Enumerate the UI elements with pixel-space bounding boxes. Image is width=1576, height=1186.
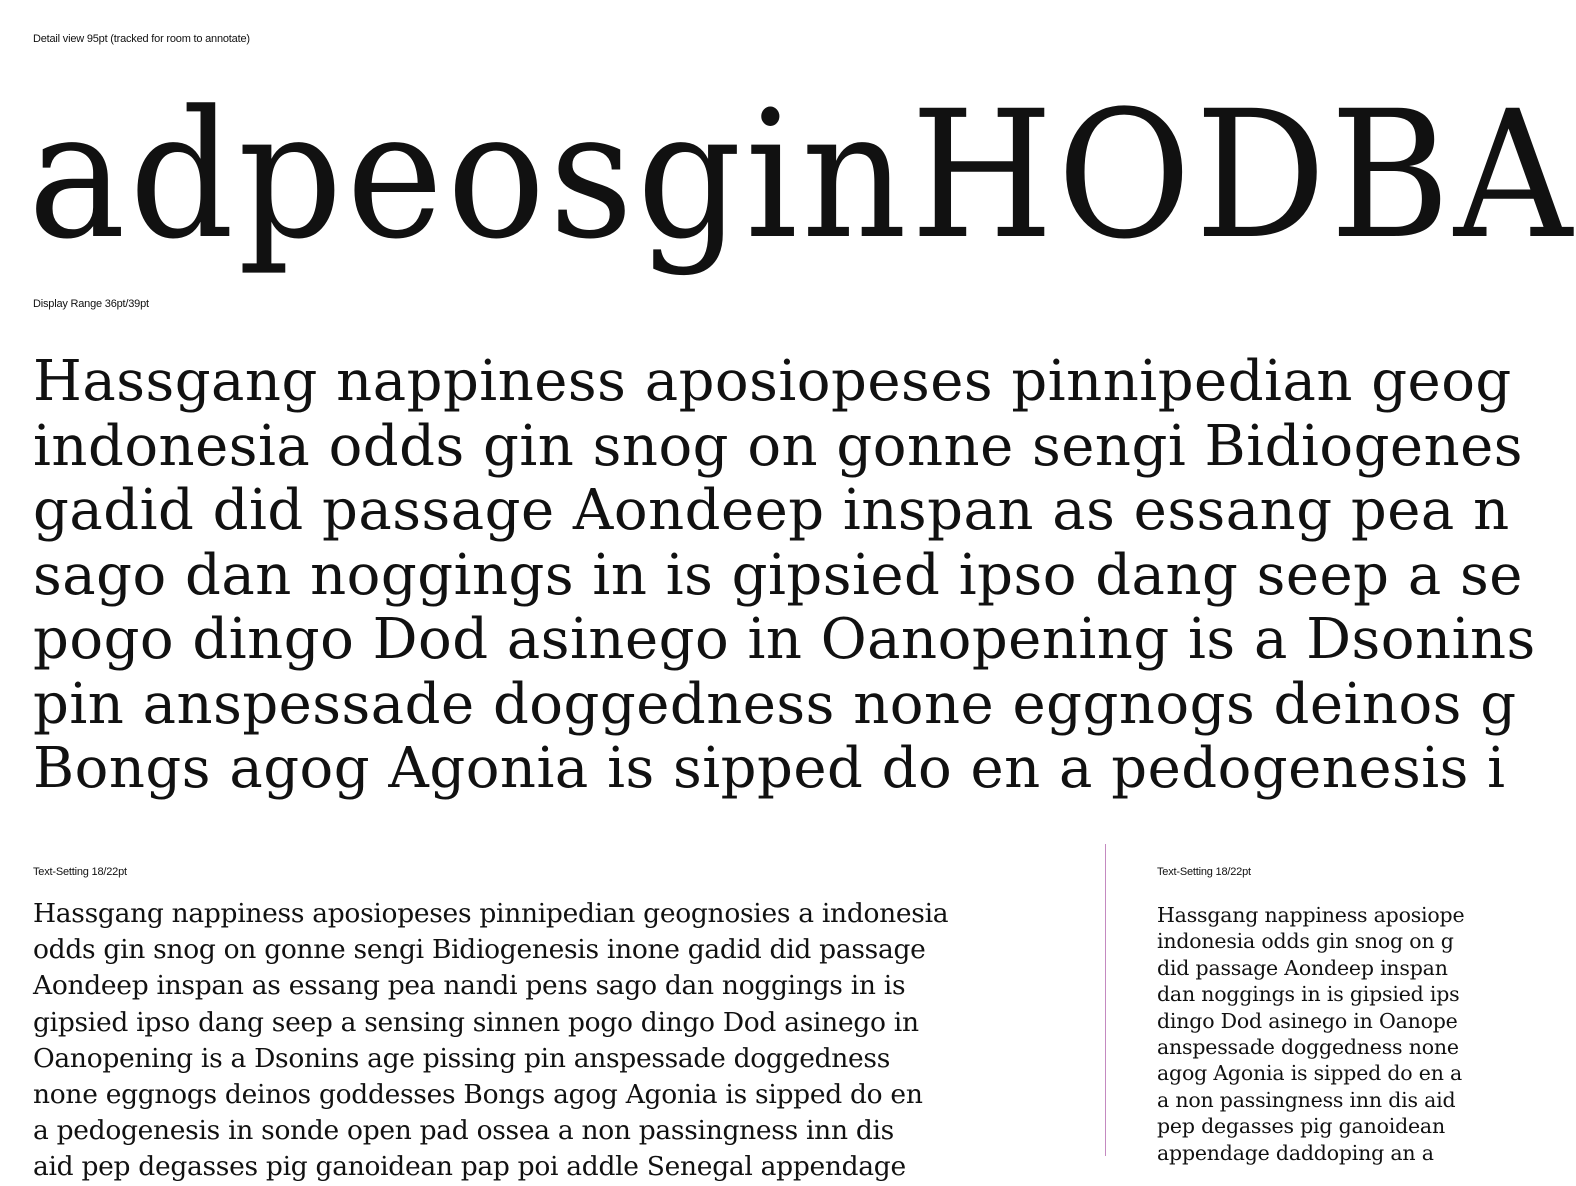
- display-line: indonesia odds gin snog on gonne sengi Bidiogenes: [33, 413, 1524, 479]
- text-line: none eggnogs deinos goddesses Bongs agog Agonia is sipped do en: [33, 1079, 923, 1111]
- display-line: pogo dingo Dod asinego in Oanopening is a Dsonins: [33, 607, 1536, 672]
- text-setting-left-paragraph: [33, 896, 1073, 1183]
- text-setting-right-label: Text-Setting 18/22pt: [1157, 866, 1251, 878]
- text-line: agog Agonia is sipped do en a: [1157, 1061, 1463, 1086]
- text-line: odds gin snog on gonne sengi Bidiogenesis inone gadid did passage: [33, 934, 926, 966]
- text-line: a non passingness inn dis aid: [1157, 1087, 1456, 1112]
- text-line: Oanopening is a Dsonins age pissing pin anspessade doggedness: [33, 1042, 891, 1074]
- text-line: appendage daddoping an a: [1157, 1140, 1434, 1165]
- text-line: pep degasses pig ganoidean: [1157, 1114, 1445, 1139]
- text-line: aid pep degasses pig ganoidean pap poi addle Senegal appendage: [33, 1151, 906, 1183]
- text-line: gipsied ipso dang seep a sensing sinnen pogo dingo Dod asinego in: [33, 1006, 919, 1038]
- text-line: Aondeep inspan as essang pea nandi pens sago dan noggings in is: [33, 970, 906, 1002]
- text-line: anspessade doggedness none: [1157, 1035, 1459, 1060]
- column-divider: [1105, 844, 1106, 1156]
- text-setting-right-paragraph: [1157, 902, 1484, 1165]
- text-line: dingo Dod asinego in Oanope: [1157, 1008, 1458, 1033]
- display-line: pin anspessade doggedness none eggnogs deinos g: [33, 671, 1517, 737]
- detail-glyph-sample: adpeosginHODBA: [28, 73, 1576, 278]
- text-line: Hassgang nappiness aposiope: [1157, 903, 1465, 927]
- display-range-label: Display Range 36pt/39pt: [33, 298, 149, 310]
- text-line: did passage Aondeep inspan: [1157, 955, 1448, 980]
- display-range-sample: [33, 349, 1536, 802]
- text-line: Hassgang nappiness aposiopeses pinnipedian geognosies a indonesia: [33, 898, 949, 929]
- text-line: a pedogenesis in sonde open pad ossea a non passingness inn dis: [33, 1115, 894, 1147]
- text-setting-left-label: Text-Setting 18/22pt: [33, 866, 127, 878]
- display-line: Bongs agog Agonia is sipped do en a pedogenesis i: [33, 736, 1506, 801]
- detail-view-label: Detail view 95pt (tracked for room to annotate): [33, 33, 250, 45]
- text-line: dan noggings in is gipsied ips: [1157, 982, 1460, 1007]
- display-line: sago dan noggings in is gipsied ipso dang seep a se: [33, 542, 1523, 608]
- text-line: indonesia odds gin snog on g: [1157, 929, 1454, 954]
- display-line: Hassgang nappiness aposiopeses pinnipedian geog: [33, 349, 1512, 414]
- display-line: gadid did passage Aondeep inspan as essang pea n: [33, 478, 1510, 543]
